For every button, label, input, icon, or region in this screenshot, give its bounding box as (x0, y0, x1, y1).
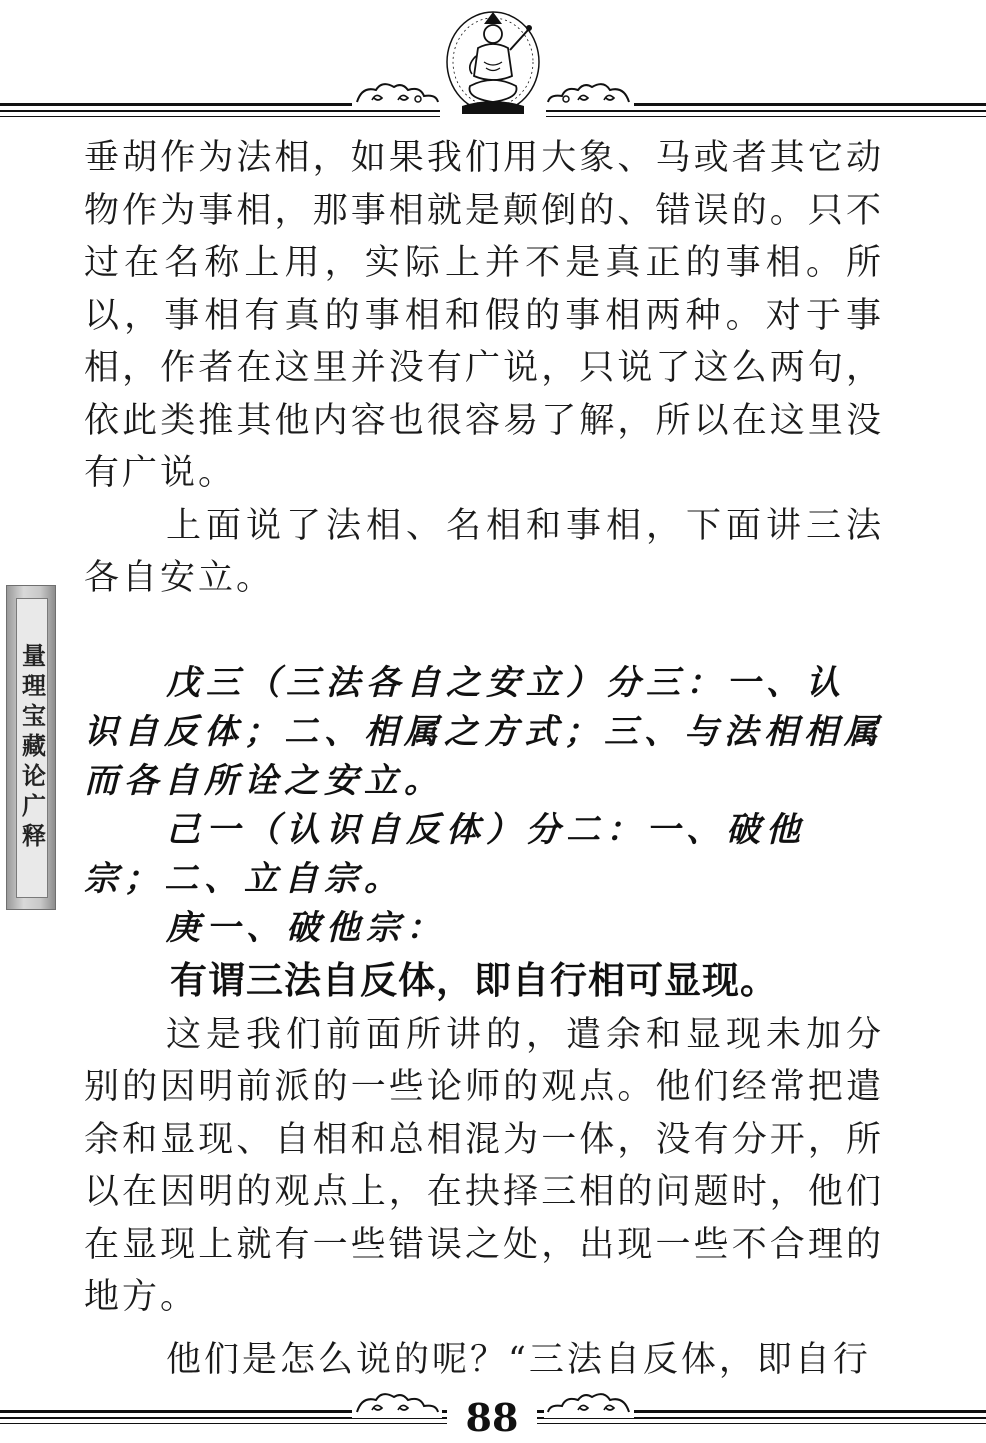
page-number: 88 (465, 1394, 519, 1440)
cloud-ornament-icon (544, 78, 634, 108)
section-heading: 庚一、破他宗： (166, 907, 446, 948)
cloud-ornament-icon (544, 1390, 634, 1418)
body-paragraph: 垂胡作为法相，如果我们用大象、马或者其它动物作为事相，那事相就是颠倒的、错误的。只不过在名称上用，实际上并不是真正的事相。所以，事相有真的事相和假的事相两种。对于事相，作者在这里并没有广说，只说了这么两句，依此类推其他内容也很容易了解，所以在这里没有广说。 (84, 138, 884, 493)
root-verse: 有谓三法自反体，即自行相可显现。 (170, 958, 778, 1002)
body-paragraph: 这是我们前面所讲的，遣余和显现未加分别的因明前派的一些论师的观点。他们经常把遣余和显现、自相和总相混为一体，没有分开，所以在因明的观点上，在抉择三相的问题时，他们在显现上就有一些错误之处，出现一些不合理的地方。 (84, 1014, 884, 1317)
cloud-ornament-icon (352, 78, 442, 108)
page-content (84, 132, 884, 1386)
section-heading: 戊三（三法各自之安立）分三：一、认识自反体；二、相属之方式；三、与法相相属而各自所诠之安立。 (84, 662, 884, 801)
page-number-box (447, 1394, 537, 1440)
cloud-ornament-icon (352, 1390, 442, 1418)
body-paragraph: 他们是怎么说的呢？“三法自反体，即自行 (166, 1339, 871, 1380)
side-tab-inner (16, 598, 48, 898)
section-heading: 己一（认识自反体）分二：一、破他宗；二、立自宗。 (84, 809, 806, 899)
deity-illustration-icon (440, 6, 546, 118)
body-paragraph: 上面说了法相、名相和事相，下面讲三法各自安立。 (84, 505, 884, 598)
side-tab (6, 585, 56, 910)
page-footer (0, 1380, 986, 1443)
page-header (0, 0, 986, 124)
book-title-vertical: 量理宝藏论广释 (17, 643, 47, 853)
